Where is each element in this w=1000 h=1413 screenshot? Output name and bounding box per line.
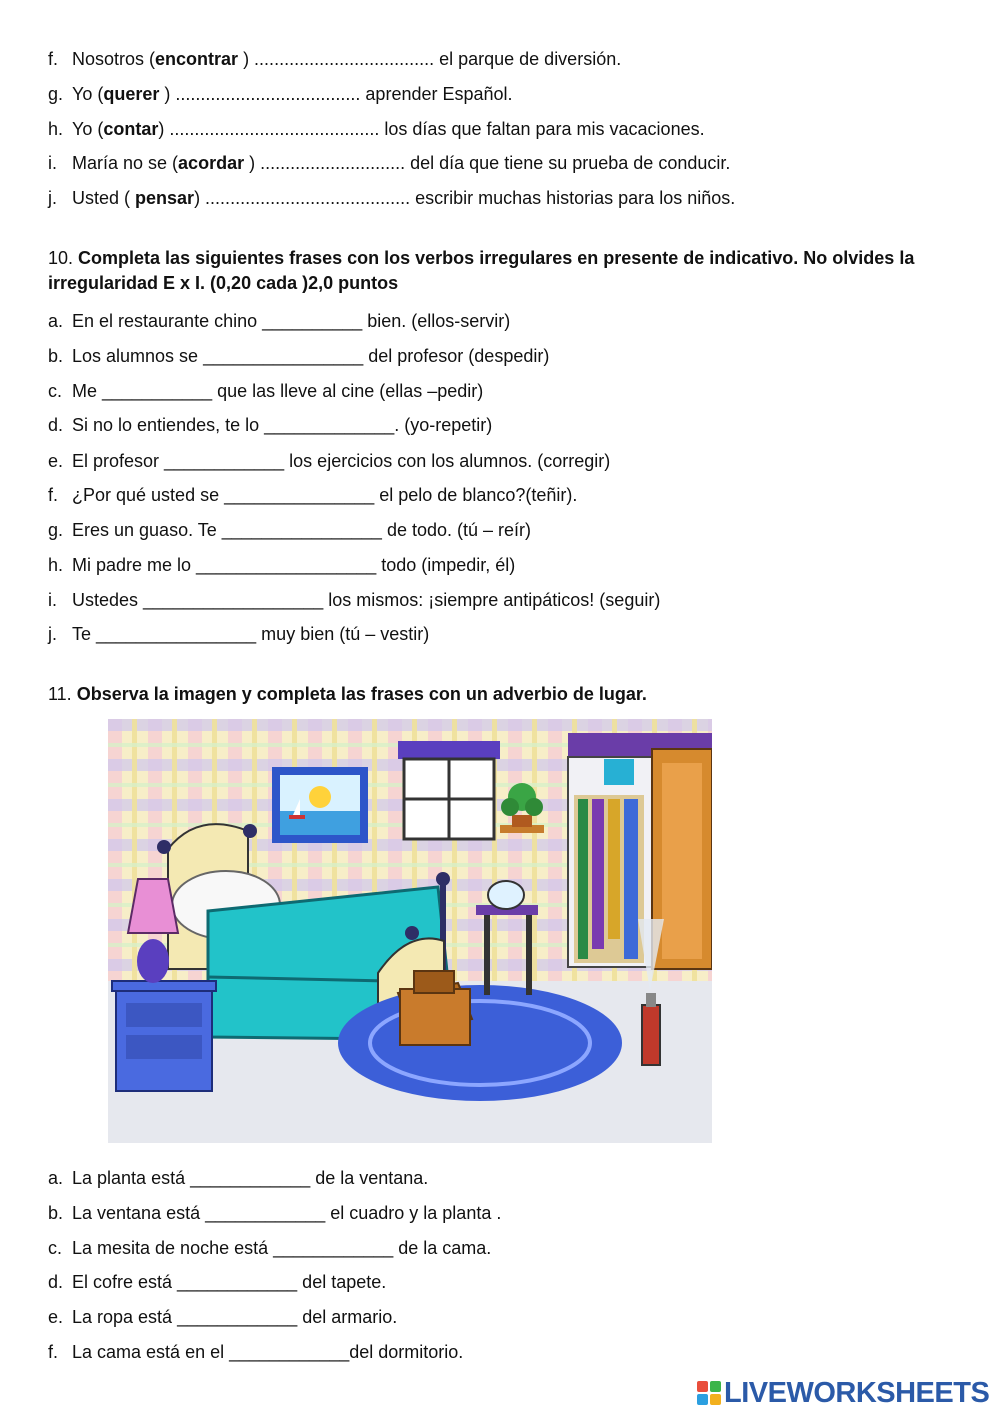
exercise-10-item-j[interactable]: j. Te ________________ muy bien (tú – vestir) — [48, 624, 430, 644]
framed-picture — [272, 767, 368, 843]
exercise-10-item-d[interactable]: d. Si no lo entiendes, te lo _____________. (yo-repetir) — [48, 415, 493, 435]
exercise-9-item-f: f. Nosotros (encontrar ) .................................... el parque de diversión. — [48, 49, 622, 69]
exercise-10-item-b[interactable]: b. Los alumnos se ________________ del profesor (despedir) — [48, 346, 550, 366]
exercise-11-item-d[interactable]: d. El cofre está ____________ del tapete. — [48, 1272, 387, 1292]
exercise-11-item-e[interactable]: e. La ropa está ____________ del armario. — [48, 1307, 398, 1327]
window — [398, 741, 500, 839]
exercise-11-heading: 11. Observa la imagen y completa las frases con un adverbio de lugar. — [48, 684, 647, 704]
exercise-10-item-i[interactable]: i. Ustedes __________________ los mismos: ¡siempre antipáticos! (seguir) — [48, 590, 661, 610]
logo-grid-icon — [697, 1381, 721, 1405]
exercise-11-item-f[interactable]: f. La cama está en el ____________del dormitorio. — [48, 1342, 464, 1362]
exercise-9-item-i: i. María no se (acordar ) ............................. del día que tiene su prueba de conducir. — [48, 153, 731, 173]
exercise-10-item-c[interactable]: c. Me ___________ que las lleve al cine (ellas –pedir) — [48, 381, 484, 401]
exercise-9-item-g: g. Yo (querer ) ..................................... aprender Español. — [48, 84, 513, 104]
exercise-9-item-h: h. Yo (contar) .......................................... los días que faltan para mis vacaciones. — [48, 119, 705, 139]
wardrobe — [568, 733, 712, 969]
liveworksheets-logo[interactable]: LIVEWORKSHEETS — [697, 1376, 989, 1410]
exercise-10-item-a[interactable]: a. En el restaurante chino __________ bien. (ellos-servir) — [48, 311, 511, 331]
exercise-11-item-c[interactable]: c. La mesita de noche está ____________ de la cama. — [48, 1238, 492, 1258]
exercise-9-item-j: j. Usted ( pensar) ......................................... escribir muchas historias para los niños. — [48, 188, 736, 208]
nightstand — [112, 981, 216, 1091]
exercise-10-item-h[interactable]: h. Mi padre me lo __________________ todo (impedir, él) — [48, 555, 516, 575]
exercise-11-item-b[interactable]: b. La ventana está ____________ el cuadro y la planta . — [48, 1203, 502, 1223]
exercise-11-item-a[interactable]: a. La planta está ____________ de la ventana. — [48, 1168, 429, 1188]
exercise-10-item-e[interactable]: e. El profesor ____________ los ejercicios con los alumnos. (corregir) — [48, 451, 611, 471]
exercise-10-item-g[interactable]: g. Eres un guaso. Te ________________ de todo. (tú – reír) — [48, 520, 532, 540]
exercise-10-item-f[interactable]: f. ¿Por qué usted se _______________ el pelo de blanco?(teñir). — [48, 485, 578, 505]
bedroom-illustration — [108, 719, 712, 1143]
exercise-10-heading: 10. Completa las siguientes frases con los verbos irregulares en presente de indicativo. No olvides la irregularidad E x I. (0,20 cada )2,0 puntos — [48, 248, 915, 293]
